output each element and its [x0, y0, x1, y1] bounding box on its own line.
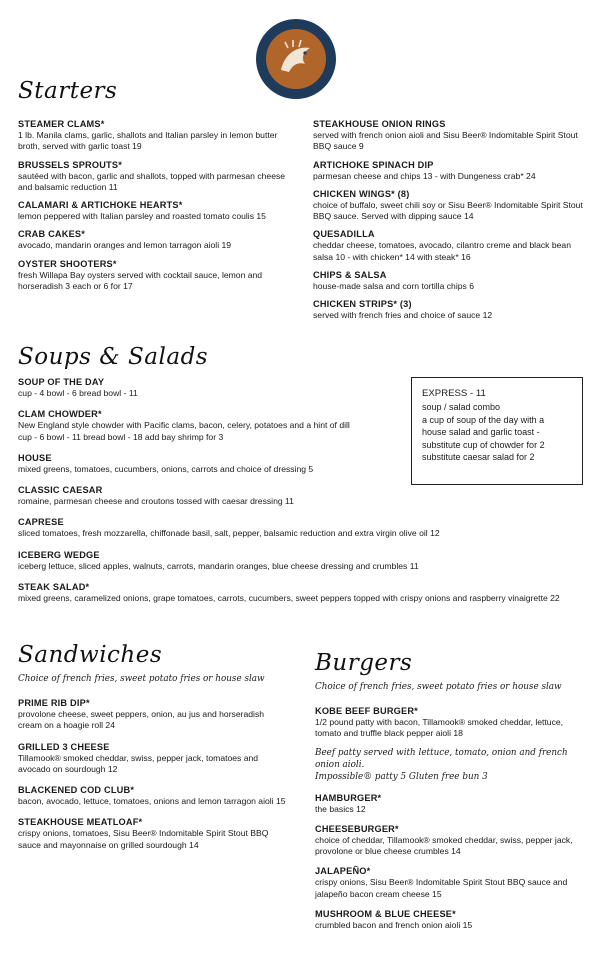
item-name: BRUSSELS SPROUTS* — [18, 159, 122, 170]
item-name: GRILLED 3 CHEESE — [18, 741, 110, 752]
menu-item — [18, 816, 290, 851]
starters-heading: Starters — [18, 78, 118, 104]
item-desc: crispy onions, tomatoes, Sisu Beer® Indomitable Spirit Stout BBQ sauce and mayonnaise on grilled sourdough 14 — [18, 828, 269, 850]
item-desc: choice of cheddar, Tillamook® smoked cheddar, swiss, pepper jack, provolone or blue cheese crumbles 14 — [315, 834, 573, 857]
item-name: STEAKHOUSE ONION RINGS — [313, 119, 446, 129]
item-desc: mixed greens, tomatoes, cucumbers, onions, carrots and choice of dressing 5 — [18, 463, 314, 474]
menu-item — [315, 823, 591, 858]
express-line: soup / salad combo — [422, 402, 501, 412]
express-line: substitute caesar salad for 2 — [422, 452, 535, 462]
express-line: house salad and garlic toast - — [422, 427, 540, 437]
express-title: EXPRESS - 11 — [422, 388, 486, 399]
menu-item — [18, 549, 598, 572]
item-name: CALAMARI & ARTICHOKE HEARTS* — [18, 200, 183, 211]
menu-item — [18, 199, 290, 222]
express-line: a cup of soup of the day with a — [422, 414, 545, 425]
item-desc: fresh Willapa Bay oysters served with cocktail sauce, lemon and horseradish 3 each or 6 for 17 — [18, 269, 263, 292]
item-desc: crumbled bacon and french onion aioli 15 — [315, 920, 473, 931]
item-desc: iceberg lettuce, sliced apples, walnuts, carrots, mandarin oranges, blue cheese dressing and crumbles 11 — [18, 560, 419, 571]
starters-right-column — [313, 118, 585, 328]
menu-item — [18, 516, 598, 539]
item-name: CLAM CHOWDER* — [18, 409, 102, 420]
express-line: substitute cup of chowder for 2 — [422, 439, 545, 450]
sandwiches-list — [18, 697, 290, 860]
menu-item — [18, 697, 290, 732]
item-name: STEAKHOUSE MEATLOAF* — [18, 817, 143, 828]
item-name: JALAPEÑO* — [315, 866, 371, 877]
item-name: CAPRESE — [18, 517, 64, 528]
menu-item — [18, 581, 598, 604]
item-name: SOUP OF THE DAY — [18, 377, 105, 387]
item-name: CHEESEBURGER* — [315, 823, 399, 834]
menu-item — [18, 118, 290, 153]
item-desc: choice of buffalo, sweet chili soy or Sisu Beer® Indomitable Spirit Stout BBQ sauce. Served with dipping sauce 14 — [313, 199, 583, 222]
burgers-heading: Burgers — [315, 650, 413, 676]
menu-item — [18, 741, 290, 776]
sandwiches-subtitle: Choice of french fries, sweet potato fries or house slaw — [18, 674, 265, 684]
item-desc: house-made salsa and corn tortilla chips 6 — [313, 281, 474, 292]
sandwiches-heading: Sandwiches — [18, 642, 163, 668]
item-name: CHIPS & SALSA — [313, 270, 387, 281]
item-name: MUSHROOM & BLUE CHEESE* — [315, 909, 456, 920]
item-desc: lemon peppered with Italian parsley and roasted tomato coulis 15 — [18, 211, 266, 222]
item-name: CRAB CAKES* — [18, 229, 86, 240]
item-name: OYSTER SHOOTERS* — [18, 258, 117, 269]
item-desc: avocado, mandarin oranges and lemon tarragon aioli 19 — [18, 240, 232, 251]
menu-item — [315, 908, 591, 931]
item-desc: New England style chowder with Pacific clams, bacon, celery, potatoes and a hint of dill — [18, 420, 350, 431]
burger-options: Impossible® patty 5 Gluten free bun 3 — [315, 771, 488, 782]
menu-item-kobe — [315, 705, 591, 740]
restaurant-logo — [255, 18, 337, 100]
item-desc: cheddar cheese, tomatoes, avocado, cilantro creme and black bean salsa 10 - with chicken* 14 with steak* 16 — [313, 240, 571, 262]
menu-item — [18, 159, 290, 194]
menu-item — [313, 298, 585, 321]
item-name: KOBE BEEF BURGER* — [315, 706, 418, 716]
item-desc: sliced tomatoes, fresh mozzarella, chiffonade basil, salt, pepper, balsamic reduction and extra virgin olive oil 12 — [18, 528, 440, 539]
item-desc: served with french fries and choice of sauce 12 — [313, 310, 493, 321]
menu-item — [18, 228, 290, 251]
menu-item — [315, 865, 591, 900]
item-desc: Tillamook® smoked cheddar, swiss, pepper jack, tomatoes and avocado on sourdough 12 — [18, 752, 259, 774]
menu-item — [313, 118, 585, 153]
fish-emblem-icon — [255, 18, 337, 100]
item-desc: parmesan cheese and chips 13 - with Dungeness crab* 24 — [313, 170, 536, 181]
express-combo-box — [411, 377, 583, 485]
item-name: HAMBURGER* — [315, 792, 382, 803]
menu-item — [18, 784, 290, 807]
item-name: STEAK SALAD* — [18, 582, 90, 593]
item-name: BLACKENED COD CLUB* — [18, 785, 135, 796]
item-name: ARTICHOKE SPINACH DIP — [313, 159, 434, 170]
menu-item — [315, 792, 591, 815]
menu-item — [18, 258, 290, 293]
burgers-subtitle: Choice of french fries, sweet potato fries or house slaw — [315, 682, 562, 692]
item-desc: sautéed with bacon, garlic and shallots, topped with parmesan cheese and balsamic reduction 11 — [18, 170, 286, 192]
item-desc: cup - 6 bowl - 11 bread bowl - 18 add bay shrimp for 3 — [18, 431, 224, 442]
soups-salads-heading: Soups & Salads — [18, 344, 209, 370]
item-desc: 1/2 pound patty with bacon, Tillamook® smoked cheddar, lettuce, tomato and truffle black pepper aioli 18 — [315, 717, 564, 739]
item-name: CHICKEN STRIPS* (3) — [313, 299, 412, 310]
item-desc: cup - 4 bowl - 6 bread bowl - 11 — [18, 388, 138, 398]
express-lines — [422, 401, 572, 464]
item-name: HOUSE — [18, 452, 52, 463]
item-name: STEAMER CLAMS* — [18, 119, 105, 129]
item-desc: served with french onion aioli and Sisu Beer® Indomitable Spirit Stout BBQ sauce 9 — [313, 130, 578, 152]
menu-item — [313, 269, 585, 292]
menu-item — [313, 159, 585, 182]
item-name: CHICKEN WINGS* (8) — [313, 188, 410, 199]
item-desc: 1 lb. Manila clams, garlic, shallots and Italian parsley in lemon butter broth, served with garlic toast 19 — [18, 130, 278, 152]
item-name: QUESADILLA — [313, 229, 375, 240]
burger-note: Beef patty served with lettuce, tomato, onion and french onion aioli. — [315, 747, 568, 770]
menu-item — [313, 228, 585, 263]
item-desc: provolone cheese, sweet peppers, onion, au jus and horseradish cream on a hoagie roll 24 — [18, 709, 265, 731]
item-desc: crispy onions, Sisu Beer® Indomitable Spirit Stout BBQ sauce and jalapeño bacon cream cheese 15 — [315, 877, 568, 899]
menu-item — [18, 484, 598, 507]
burgers-list — [315, 792, 591, 932]
starters-left-column — [18, 118, 290, 298]
item-desc: romaine, parmesan cheese and croutons tossed with caesar dressing 11 — [18, 496, 294, 507]
item-name: ICEBERG WEDGE — [18, 549, 100, 560]
menu-item — [313, 188, 585, 223]
item-name: PRIME RIB DIP* — [18, 698, 90, 708]
item-name: CLASSIC CAESAR — [18, 485, 103, 496]
item-desc: the basics 12 — [315, 803, 366, 814]
item-desc: mixed greens, caramelized onions, grape tomatoes, carrots, cucumbers, sweet peppers topped with crispy onions and raspberry vinaigrette 22 — [18, 593, 560, 604]
burgers-column — [315, 705, 591, 939]
item-desc: bacon, avocado, lettuce, tomatoes, onions and lemon tarragon aioli 15 — [18, 796, 286, 807]
